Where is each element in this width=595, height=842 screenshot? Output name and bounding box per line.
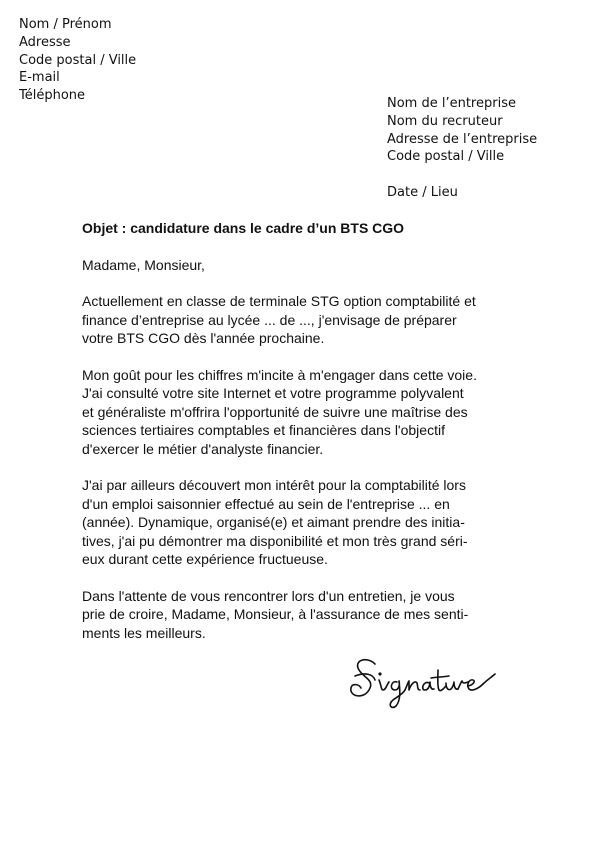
- sender-postal-city: Code postal / Ville: [19, 52, 137, 68]
- paragraph-line: d'exercer le métier d'analyste financier.: [82, 440, 324, 457]
- paragraph-line: Actuellement en classe de terminale STG option comptabilité et: [82, 293, 476, 309]
- sender-address: Adresse: [19, 34, 71, 50]
- handwritten-signature: [345, 650, 505, 710]
- paragraph-line: tives, j'ai pu démontrer ma disponibilité et mon très grand séri-: [82, 532, 468, 549]
- paragraph-line: et généraliste m'offrira l'opportunité de suivre une maîtrise des: [82, 403, 468, 420]
- paragraph-closing: [82, 587, 522, 643]
- paragraph-experience: [82, 476, 522, 569]
- paragraph-line: finance d’entreprise au lycée ... de ..., j'envisage de préparer: [82, 311, 457, 328]
- paragraph-line: (année). Dynamique, organisé(e) et aimant prendre des initia-: [82, 514, 465, 530]
- paragraph-line: J'ai consulté votre site Internet et votre programme polyvalent: [82, 385, 464, 401]
- recipient-company: Nom de l’entreprise: [387, 96, 516, 111]
- recipient-postal-city: Code postal / Ville: [387, 149, 505, 165]
- letter-salutation: Madame, Monsieur,: [82, 256, 205, 273]
- paragraph-line: Dans l'attente de vous rencontrer lors d'un entretien, je vous: [82, 587, 455, 604]
- paragraph-line: votre BTS CGO dès l'année prochaine.: [82, 330, 325, 346]
- paragraph-line: prie de croire, Madame, Monsieur, à l'assurance de mes senti-: [82, 606, 469, 622]
- recipient-address: Adresse de l’entreprise: [387, 131, 538, 147]
- letter-body: [82, 219, 522, 642]
- sender-name: Nom / Prénom: [19, 17, 112, 32]
- recipient-recruiter: Nom du recruteur: [387, 113, 503, 129]
- paragraph-line: d'un emploi saisonnier effectué au sein de l'entreprise ... en: [82, 495, 450, 512]
- paragraph-line: eux durant cette expérience fructueuse.: [82, 551, 328, 567]
- paragraph-line: ments les meilleurs.: [82, 624, 206, 641]
- paragraph-line: Mon goût pour les chiffres m'incite à m'engager dans cette voie.: [82, 366, 477, 383]
- sender-email: E-mail: [19, 70, 60, 86]
- sender-phone: Téléphone: [19, 88, 86, 104]
- paragraph-motivation: [82, 366, 522, 459]
- sender-address-block: [19, 16, 136, 105]
- letter-subject: Objet : candidature dans le cadre d’un BTS CGO: [82, 220, 405, 236]
- paragraph-line: sciences tertiaires comptables et financières dans l'objectif: [82, 422, 445, 438]
- recipient-address-block: [387, 95, 537, 202]
- paragraph-line: J'ai par ailleurs découvert mon intérêt pour la comptabilité lors: [82, 477, 466, 493]
- date-place: Date / Lieu: [387, 185, 458, 201]
- paragraph-intro: [82, 292, 522, 348]
